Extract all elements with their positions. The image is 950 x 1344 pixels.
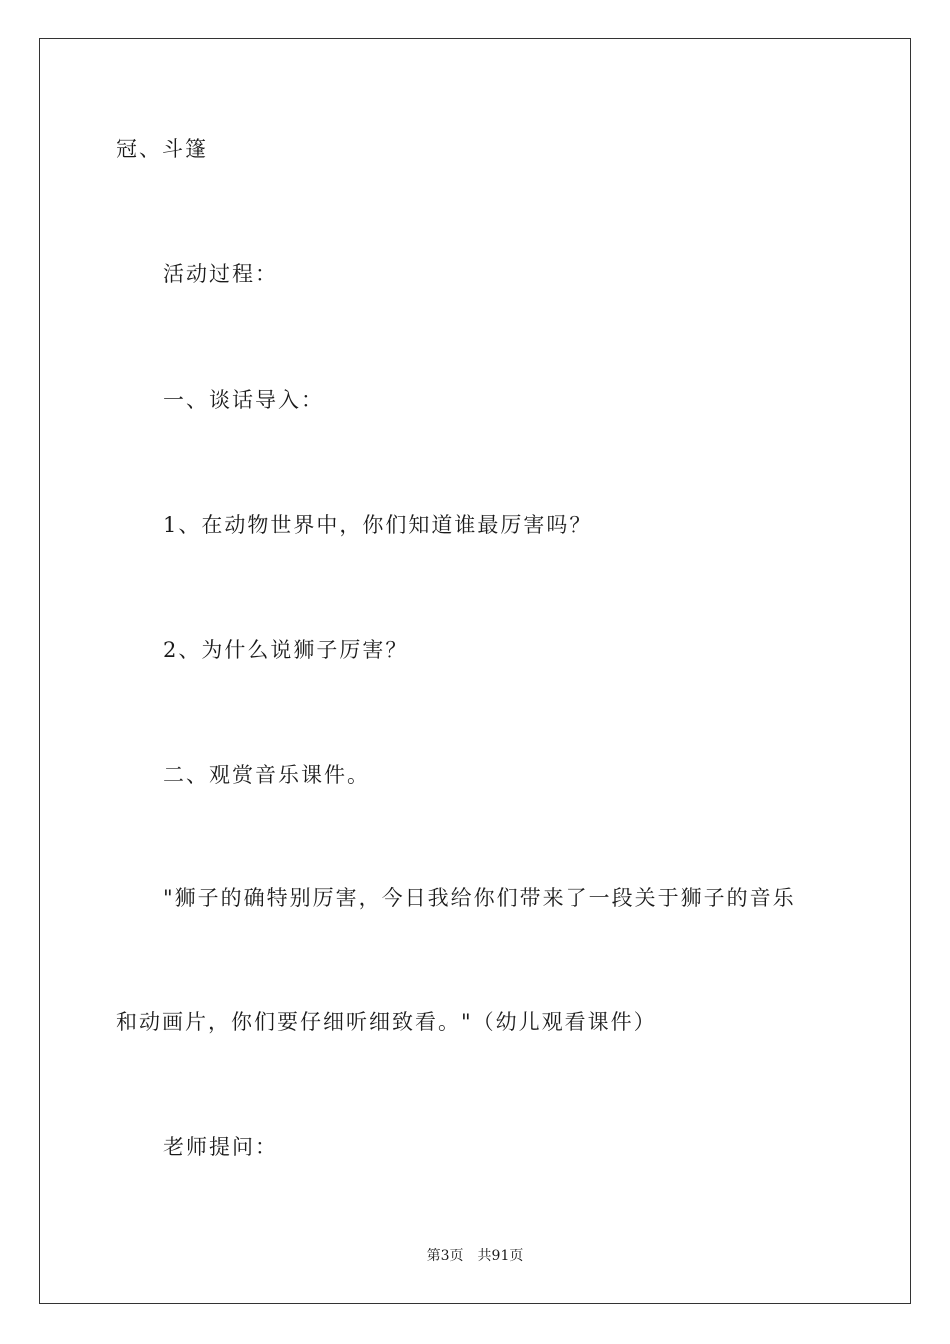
- text-line: 和动画片，你们要仔细听细致看。"（幼儿观看课件）: [116, 1010, 657, 1034]
- page-footer: [0, 1246, 950, 1266]
- text-line: 2、为什么说狮子厉害？: [163, 638, 409, 662]
- section-heading: 二、观赏音乐课件。: [163, 763, 370, 787]
- text-line: 冠、斗篷: [116, 137, 208, 161]
- text-line: 老师提问：: [163, 1135, 278, 1159]
- page-number: 第3页: [426, 1248, 464, 1264]
- text-line: 1、在动物世界中，你们知道谁最厉害吗？: [163, 513, 593, 537]
- page-border: [39, 38, 911, 1304]
- text-line: "狮子的确特别厉害，今日我给你们带来了一段关于狮子的音乐: [163, 886, 796, 910]
- section-heading: 一、谈话导入：: [163, 388, 324, 412]
- section-heading: 活动过程：: [163, 262, 278, 286]
- page-total: 共91页: [477, 1248, 524, 1264]
